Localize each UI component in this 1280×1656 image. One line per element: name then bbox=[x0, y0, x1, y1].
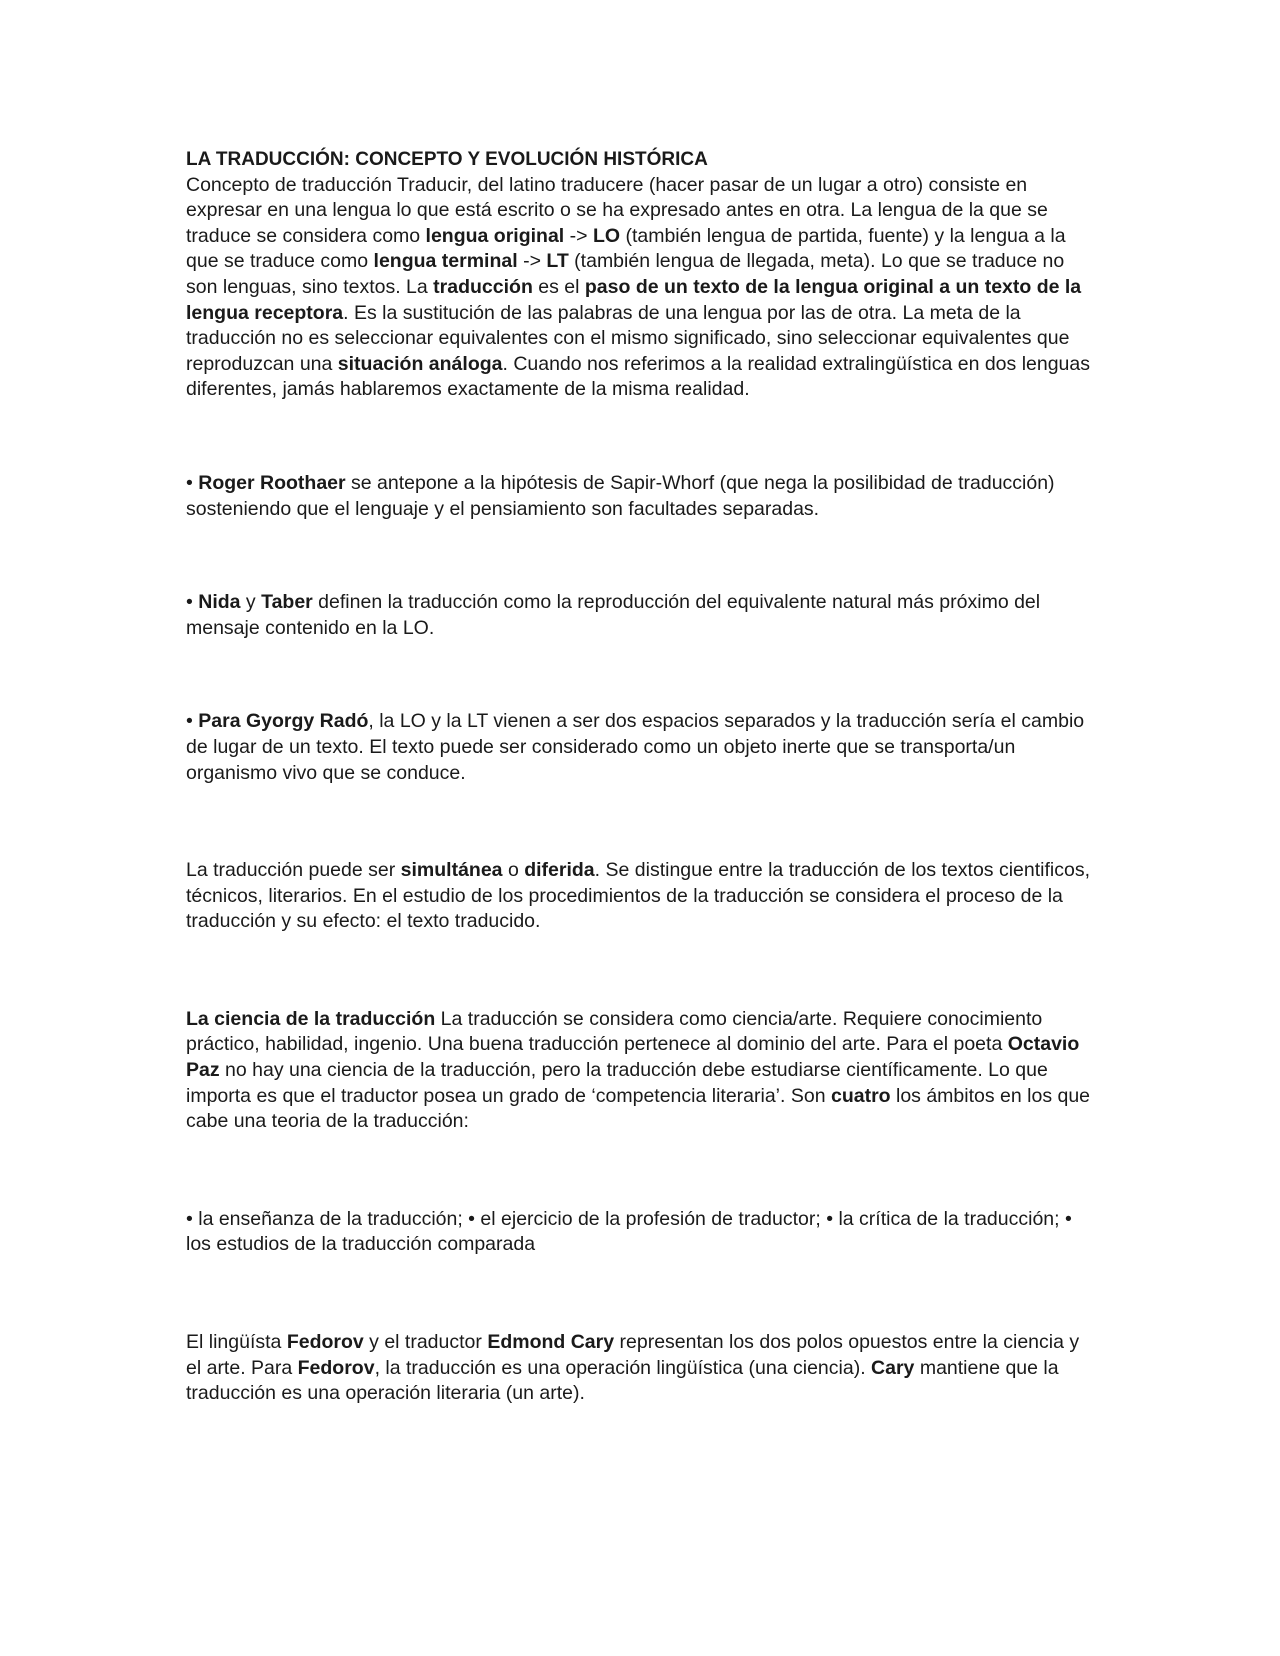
text-run: definen la traducción como la reproducción del equivalente natural más próximo del mensaje contenido en la LO. bbox=[186, 591, 1041, 639]
text-run: se antepone a la hipótesis de Sapir-Whorf (que nega la posilibidad de traducción) sosteniendo que el lenguaje y el pensiamiento son facultades separadas. bbox=[186, 471, 1055, 520]
bold-term: Fedorov bbox=[286, 1331, 364, 1354]
text-run: (también lengua de llegada, meta). Lo que se traduce no son lenguas, sino textos. La bbox=[186, 250, 1065, 298]
text-run: El lingüísta bbox=[186, 1331, 287, 1354]
paragraph-roothaer bbox=[186, 471, 1091, 522]
text-run: -> bbox=[564, 224, 593, 247]
paragraph-nida-taber bbox=[186, 590, 1091, 641]
text-run: . Es la sustitución de las palabras de una lengua por las de otra. La meta de la traducción no es seleccionar equivalentes con el mismo significado, sino seleccionar equivalentes que reproduzcan una bbox=[186, 301, 1070, 375]
text-run: • la enseñanza de la traducción; • el ejercicio de la profesión de traductor; • la crítica de la traducción; • los estudios de la traducción comparada bbox=[186, 1207, 1072, 1256]
paragraph-rado bbox=[186, 709, 1091, 786]
paragraph-ciencia bbox=[186, 1007, 1091, 1135]
text-run: . Se distingue entre la traducción de los textos cientificos, técnicos, literarios. En el estudio de los procedimientos de la traducción se considera el proceso de la traducción y su efecto: el texto traducido. bbox=[186, 859, 1091, 933]
text-run: mantiene que la traducción es una operación literaria (un arte). bbox=[186, 1356, 1059, 1405]
bold-term: LT bbox=[546, 250, 569, 273]
bold-term: Taber bbox=[261, 591, 313, 614]
bold-term: La ciencia de la traducción bbox=[186, 1007, 436, 1030]
document-body bbox=[186, 147, 1091, 1407]
text-run: Concepto de traducción Traducir, del latino traducere (hacer pasar de un lugar a otro) consiste en expresar en una lengua lo que está escrito o se ha expresado antes en otra. La lengua de la que se traduce se considera como bbox=[186, 173, 1048, 247]
text-run: , la LO y la LT vienen a ser dos espacios separados y la traducción sería el cambio de lugar de un texto. El texto puede ser considerado como un objeto inerte que se transporta/un organismo vivo que se conduce. bbox=[186, 710, 1085, 784]
text-run: . Cuando nos referimos a la realidad extralingüística en dos lenguas diferentes, jamás hablaremos exactamente de la misma realidad. bbox=[186, 352, 1090, 401]
paragraph-ambitos bbox=[186, 1207, 1091, 1258]
paragraph-concepto bbox=[186, 173, 1091, 403]
bold-term: cuatro bbox=[830, 1084, 891, 1107]
bold-term: situación análoga bbox=[337, 352, 503, 375]
bold-term: Octavio Paz bbox=[186, 1033, 1080, 1082]
bullet: • bbox=[186, 591, 199, 614]
bold-term: Roger Roothaer bbox=[198, 471, 346, 494]
text-run: y el traductor bbox=[363, 1331, 488, 1354]
bold-term: diferida bbox=[524, 859, 595, 882]
bullet: • bbox=[186, 710, 199, 733]
bold-term: Nida bbox=[198, 591, 241, 614]
bold-term: LO bbox=[592, 224, 621, 247]
text-run: , la traducción es una operación lingüística (una ciencia). bbox=[374, 1356, 872, 1379]
bold-term: Edmond Cary bbox=[487, 1331, 615, 1354]
text-run: es el bbox=[532, 275, 585, 298]
bold-term: paso de un texto de la lengua original a un texto de la lengua receptora bbox=[186, 275, 1082, 324]
paragraph-simultanea bbox=[186, 858, 1091, 935]
text-run: -> bbox=[517, 250, 547, 273]
text-run: los ámbitos en los que cabe una teoria de la traducción: bbox=[186, 1084, 1091, 1133]
paragraph-fedorov-cary bbox=[186, 1330, 1091, 1407]
text-run: La traducción puede ser bbox=[186, 859, 401, 882]
text-run: representan los dos polos opuestos entre la ciencia y el arte. Para bbox=[186, 1331, 1080, 1379]
bullet: • bbox=[186, 471, 199, 494]
bold-term: Cary bbox=[871, 1356, 915, 1379]
bold-term: lengua terminal bbox=[373, 250, 518, 273]
bold-term: Fedorov bbox=[297, 1356, 375, 1379]
bold-term: traducción bbox=[433, 275, 533, 298]
document-title: LA TRADUCCIÓN: CONCEPTO Y EVOLUCIÓN HISTÓRICA bbox=[186, 149, 708, 170]
bold-term: Para Gyorgy Radó bbox=[198, 710, 369, 733]
text-run: o bbox=[502, 859, 525, 882]
bold-term: simultánea bbox=[400, 859, 503, 882]
text-run: no hay una ciencia de la traducción, pero la traducción debe estudiarse científicamente. Lo que importa es que el traductor posea un grado de ‘competencia literaria’. Son bbox=[186, 1059, 1048, 1107]
bold-term: lengua original bbox=[425, 224, 565, 247]
text-run: La traducción se considera como ciencia/arte. Requiere conocimiento práctico, habilidad, ingenio. Una buena traducción pertenece al dominio del arte. Para el poeta bbox=[186, 1007, 1043, 1056]
text-run: (también lengua de partida, fuente) y la lengua a la que se traduce como bbox=[186, 224, 1066, 273]
text-run: y bbox=[240, 591, 262, 614]
